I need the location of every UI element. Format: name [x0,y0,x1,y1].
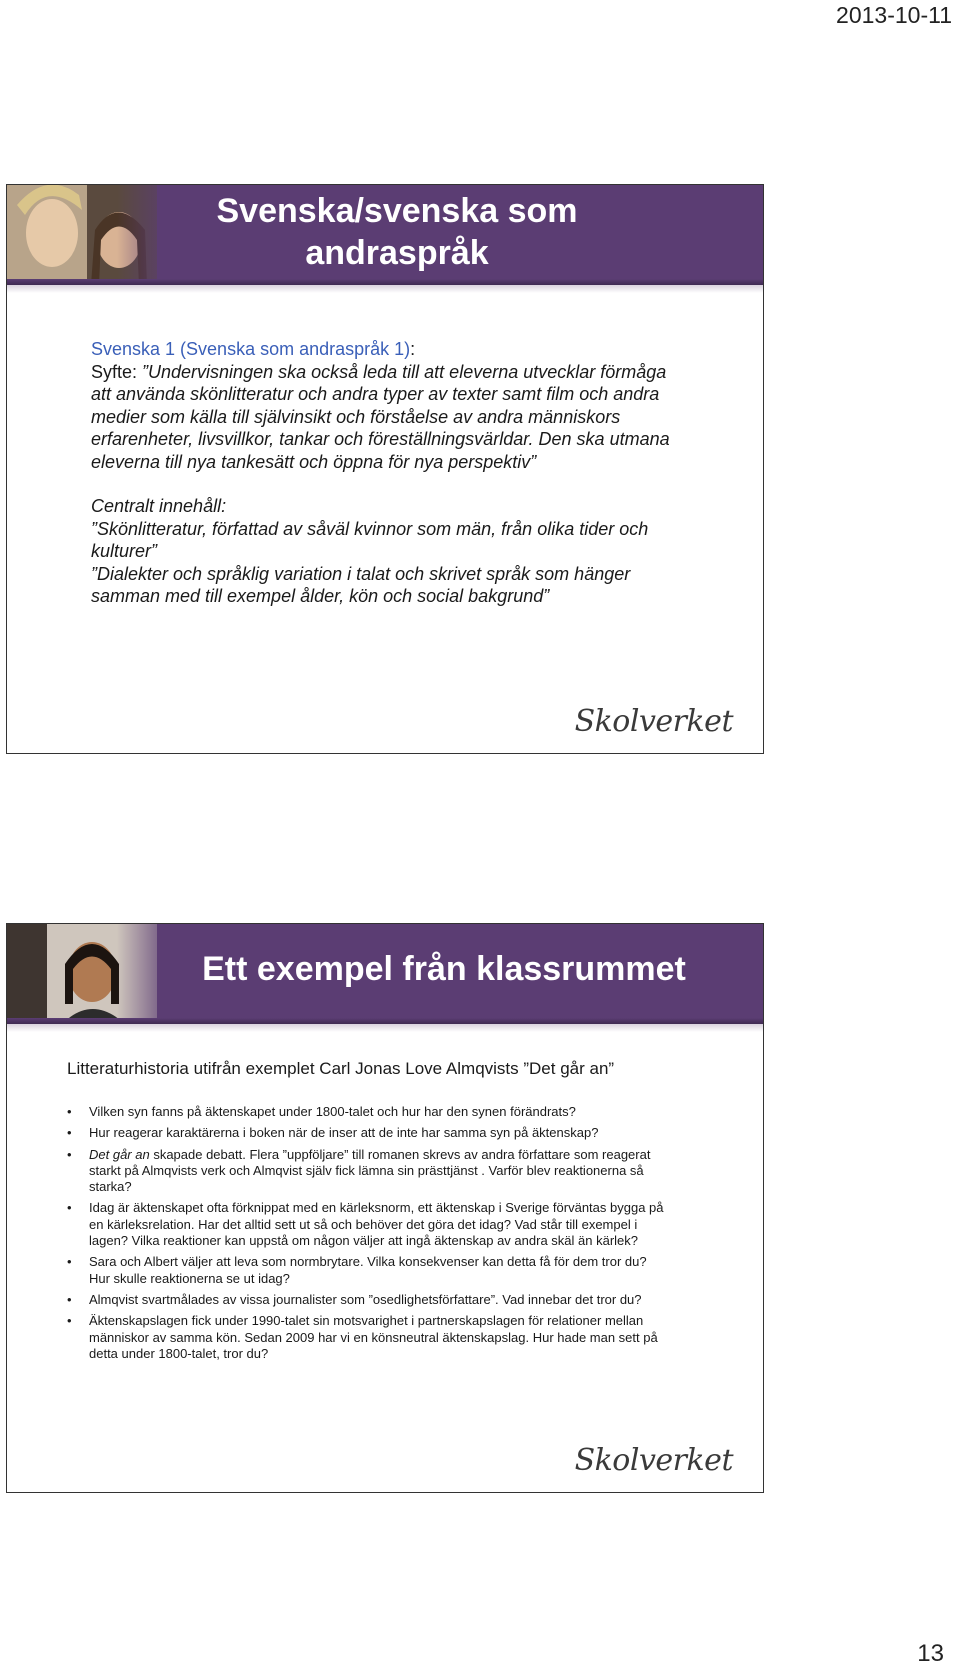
subject-name: Svenska 1 (Svenska som andraspråk 1) [91,339,411,359]
skolverket-logo: Skolverket [574,704,733,739]
list-item [67,1104,667,1120]
bullet: • [67,1313,72,1329]
list-item-text: skapade debatt. Flera ”uppföljare” till romanen skrevs av andra författare som reagerat starkt på Almqvists verk och Almqvist själv fick lämna sin prästtjänst . Varför blev reaktionerna så starka? [89,1146,651,1195]
purpose-text: ”Undervisningen ska också leda till att eleverna utvecklar förmåga att använda skönlitteratur och andra typer av texter samt film och andra medier som källa till självinsikt och förståelse av andra människors erfarenheter, livsvillkor, tankar och föreställningsvärldar. Den ska utmana eleverna till nya tankesätt och öppna för nya perspektiv” [91,361,670,472]
list-item-text: Idag är äktenskapet ofta förknippat med en kärleksnorm, ett äktenskap i Sverige förväntas bygga på en kärleksrelation. Har det alltid sett ut så och behöver det göra det idag? Vad står till exempel i lagen? Vilka reaktioner kan uppstå om någon väljer att ingå äktenskap av andra skäl än kärlek? [89,1200,664,1249]
slide-1-header [7,185,763,285]
bullet: • [67,1125,72,1141]
list-item [67,1200,667,1249]
purpose-label: Syfte: [91,361,138,382]
list-item [67,1125,667,1141]
page-number: 13 [917,1640,944,1667]
bullet: • [67,1254,72,1270]
slide-2-header [7,924,763,1024]
bullet: • [67,1104,72,1119]
list-item [67,1254,667,1287]
content-label: Centralt innehåll: [91,496,227,516]
list-item [67,1292,667,1308]
subject-line [91,338,691,361]
content-item: ”Dialekter och språklig variation i talat och skrivet språk som hänger samman med till exempel ålder, kön och social bakgrund” [91,563,631,606]
header-divider [7,285,763,293]
slide-2 [6,923,764,1493]
question-list [67,1104,667,1367]
slide-1-title: Svenska/svenska som andraspråk [216,192,578,272]
photo-fade [117,924,177,1024]
purpose-paragraph [91,361,691,474]
photo-fade [117,185,177,285]
subject-colon: : [410,339,416,359]
bullet: • [67,1200,72,1216]
slide-1 [6,184,764,754]
bullet: • [67,1291,72,1307]
bullet: • [67,1146,72,1162]
list-item-text: Almqvist svartmålades av vissa journalister som ”osedlighetsförfattare”. Vad innebar det tror du? [89,1291,642,1307]
content-item: ”Skönlitteratur, författad av såväl kvinnor som män, från olika tider och kulturer” [91,518,649,561]
list-item [67,1313,667,1362]
book-title: Det går an [89,1146,150,1162]
slide-1-body [91,338,691,608]
slide-2-intro: Litteraturhistoria utifrån exemplet Carl Jonas Love Almqvists ”Det går an” [67,1059,615,1078]
page-date: 2013-10-11 [836,2,952,28]
list-item-text: Sara och Albert väljer att leva som normbrytare. Vilka konsekvenser kan detta få för dem tror du? Hur skulle reaktionerna se ut idag? [89,1254,647,1286]
list-item-text: Hur reagerar karaktärerna i boken när de inser att de inte har samma syn på äktenskap? [89,1125,599,1141]
slide-2-title: Ett exempel från klassrummet [202,950,686,988]
header-divider [7,1024,763,1032]
list-item-text: Vilken syn fanns på äktenskapet under 1800-talet och hur har den synen förändrats? [89,1104,576,1119]
list-item-text: Äktenskapslagen fick under 1990-talet sin motsvarighet i partnerskapslagen för relationer mellan människor av samma kön. Sedan 2009 har vi en könsneutral äktenskapslag. Hur hade man sett på detta under 1800-talet, tror du? [89,1313,658,1361]
skolverket-logo: Skolverket [574,1443,733,1478]
list-item [67,1147,667,1196]
